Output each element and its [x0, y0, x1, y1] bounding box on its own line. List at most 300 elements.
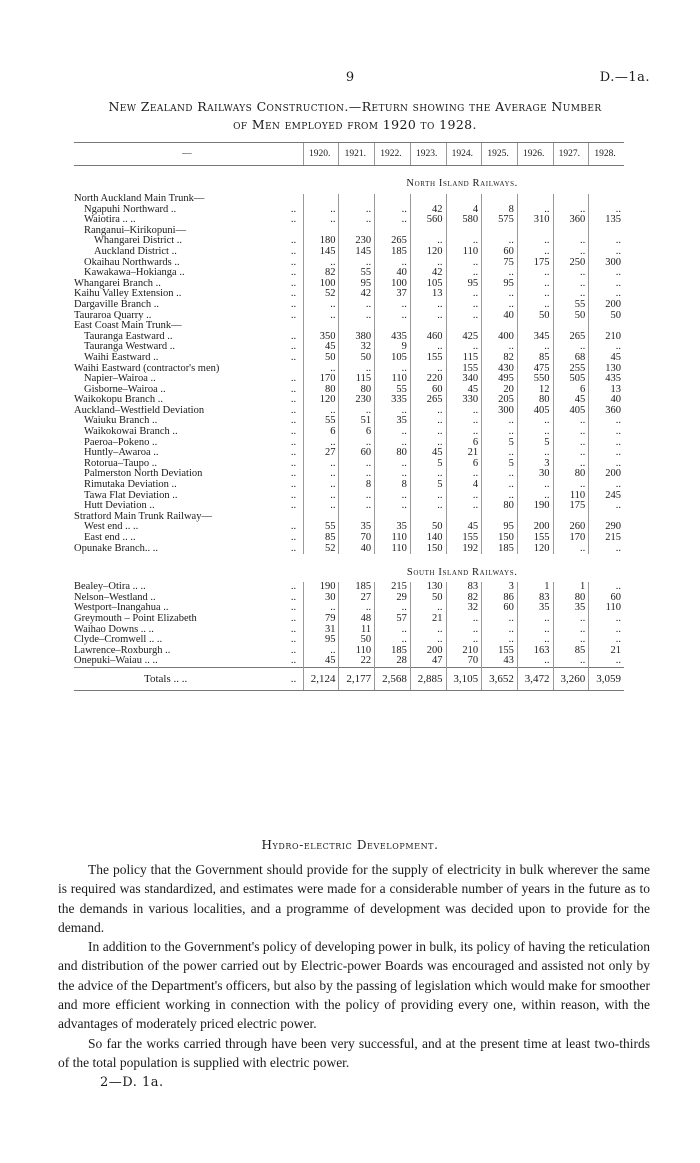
total-cell: 3,260 — [553, 667, 589, 690]
value-cell: .. — [446, 311, 482, 322]
south-island-heading: South Island Railways. — [406, 566, 518, 578]
value-cell: .. — [553, 289, 589, 300]
row-label: Tauraroa Quarry .. — [74, 310, 152, 321]
row-label: Waiuku Branch .. — [84, 416, 158, 427]
value-cell: 210 — [446, 646, 482, 657]
value-cell: 250 — [553, 258, 589, 269]
leader-dots: .. — [290, 612, 297, 624]
section-heading-row — [74, 554, 624, 582]
north-island-section — [74, 166, 624, 555]
total-cell: 2,885 — [410, 667, 446, 690]
value-cell: .. — [517, 268, 553, 279]
value-cell: 120 — [410, 247, 446, 258]
value-cell: .. — [482, 289, 518, 300]
value-cell: 345 — [517, 332, 553, 343]
value-cell — [446, 194, 482, 205]
value-cell: 110 — [375, 544, 411, 555]
year-header: 1921. — [339, 143, 375, 166]
value-cell: 45 — [446, 385, 482, 396]
year-header: 1926. — [517, 143, 553, 166]
value-cell: .. — [482, 300, 518, 311]
value-cell: .. — [589, 342, 624, 353]
row-label: Whangarei Branch .. — [74, 278, 161, 289]
value-cell: .. — [517, 635, 553, 646]
value-cell: .. — [517, 289, 553, 300]
table-row — [74, 614, 624, 625]
value-cell: 22 — [339, 656, 375, 667]
value-cell: 82 — [303, 268, 339, 279]
value-cell: 8 — [375, 480, 411, 491]
row-label: Waiotira .. .. — [84, 215, 136, 226]
value-cell: .. — [410, 625, 446, 636]
value-cell: 120 — [303, 395, 339, 406]
value-cell: 155 — [446, 364, 482, 375]
value-cell: .. — [589, 501, 624, 512]
value-cell: 80 — [553, 593, 589, 604]
value-cell: 70 — [446, 656, 482, 667]
value-cell: .. — [446, 258, 482, 269]
value-cell: 82 — [482, 353, 518, 364]
value-cell: 435 — [375, 332, 411, 343]
value-cell: 475 — [517, 364, 553, 375]
value-cell: .. — [482, 614, 518, 625]
value-cell: 130 — [410, 582, 446, 593]
totals-label: Totals .. .. — [74, 667, 287, 690]
paragraph: In addition to the Government's policy of developing power in bulk, its policy of having the reticulation and distribution of the power carried out by Electric-power Boards was encouraged and assisted not only by the advice of the Department's officers, but also by the passing of legislation which would make for smoother and more efficient working in connection with the policy of providing every one, within reason, with the advantages of moderately priced electric power. — [58, 939, 650, 1032]
value-cell: 13 — [589, 385, 624, 396]
leader-dots: .. — [290, 383, 297, 395]
value-cell: 4 — [446, 205, 482, 216]
value-cell: 48 — [339, 614, 375, 625]
value-cell: 200 — [517, 522, 553, 533]
row-label: Nelson–Westland .. — [74, 592, 156, 603]
table-row — [74, 469, 624, 480]
value-cell: .. — [339, 205, 375, 216]
leader-dots: .. — [290, 267, 297, 279]
value-cell: 55 — [375, 385, 411, 396]
value-cell: 45 — [410, 448, 446, 459]
value-cell: 3 — [482, 582, 518, 593]
table-row — [74, 279, 624, 290]
total-cell: 3,652 — [482, 667, 518, 690]
value-cell: 215 — [375, 582, 411, 593]
value-cell: 31 — [303, 625, 339, 636]
row-label: Rimutaka Deviation .. — [84, 480, 177, 491]
row-label: Stratford Main Trunk Railway— — [74, 511, 212, 522]
leader-dots: .. — [290, 634, 297, 646]
value-cell: 21 — [446, 448, 482, 459]
value-cell: .. — [589, 427, 624, 438]
row-label: Westport–Inangahua .. — [74, 603, 169, 614]
value-cell: .. — [375, 311, 411, 322]
value-cell: 60 — [410, 385, 446, 396]
table-row — [74, 289, 624, 300]
value-cell: .. — [517, 614, 553, 625]
value-cell: 230 — [339, 236, 375, 247]
value-cell: 27 — [339, 593, 375, 604]
leader-dots: .. — [290, 489, 297, 501]
value-cell: .. — [375, 438, 411, 449]
value-cell: 52 — [303, 289, 339, 300]
value-cell: .. — [517, 625, 553, 636]
value-cell: 150 — [410, 544, 446, 555]
row-label: Clyde–Cromwell .. .. — [74, 635, 163, 646]
value-cell: 110 — [446, 247, 482, 258]
value-cell: 20 — [482, 385, 518, 396]
leader-dots: .. — [290, 235, 297, 247]
value-cell: 140 — [410, 533, 446, 544]
leader-dots: .. — [290, 394, 297, 406]
value-cell: 190 — [303, 582, 339, 593]
leader-dots: .. — [290, 309, 297, 321]
value-cell: .. — [303, 364, 339, 375]
value-cell: 70 — [339, 533, 375, 544]
leader-dots: .. — [290, 468, 297, 480]
value-cell: 350 — [303, 332, 339, 343]
value-cell: .. — [589, 625, 624, 636]
value-cell: 5 — [482, 438, 518, 449]
leader-dots: .. — [290, 330, 297, 342]
value-cell — [410, 194, 446, 205]
value-cell: 50 — [553, 311, 589, 322]
value-cell: 220 — [410, 374, 446, 385]
leader-dots: .. — [287, 667, 303, 690]
value-cell: .. — [446, 342, 482, 353]
table-row — [74, 268, 624, 279]
value-cell: 185 — [375, 646, 411, 657]
totals-row — [74, 667, 624, 690]
leader-dots: .. — [290, 436, 297, 448]
row-label: East end .. .. — [84, 533, 136, 543]
leader-dots: .. — [290, 214, 297, 226]
value-cell: 51 — [339, 416, 375, 427]
north-island-heading: North Island Railways. — [406, 178, 518, 190]
value-cell: 200 — [410, 646, 446, 657]
value-cell: 110 — [339, 646, 375, 657]
year-header: 1923. — [410, 143, 446, 166]
value-cell: 265 — [553, 332, 589, 343]
value-cell: .. — [482, 427, 518, 438]
value-cell: 30 — [303, 593, 339, 604]
value-cell: 82 — [446, 593, 482, 604]
value-cell: .. — [482, 416, 518, 427]
table-row — [74, 406, 624, 417]
leader-dots: .. — [290, 623, 297, 635]
value-cell: .. — [303, 215, 339, 226]
value-cell: .. — [446, 501, 482, 512]
value-cell: 85 — [303, 533, 339, 544]
year-header: 1922. — [375, 143, 411, 166]
value-cell: 6 — [446, 459, 482, 470]
value-cell: 180 — [303, 236, 339, 247]
value-cell: 40 — [482, 311, 518, 322]
value-cell — [482, 194, 518, 205]
value-cell: .. — [375, 427, 411, 438]
total-cell: 3,472 — [517, 667, 553, 690]
value-cell: .. — [339, 603, 375, 614]
value-cell: 50 — [410, 522, 446, 533]
row-label: Kawakawa–Hokianga .. — [84, 268, 185, 279]
value-cell — [589, 194, 624, 205]
value-cell: .. — [482, 491, 518, 502]
value-cell: 40 — [375, 268, 411, 279]
value-cell: .. — [375, 469, 411, 480]
value-cell: 79 — [303, 614, 339, 625]
value-cell: .. — [410, 300, 446, 311]
value-cell: .. — [589, 582, 624, 593]
value-cell: .. — [303, 491, 339, 502]
value-cell: 115 — [446, 353, 482, 364]
value-cell: 5 — [410, 480, 446, 491]
table-row — [74, 247, 624, 258]
value-cell: 135 — [589, 215, 624, 226]
value-cell: .. — [410, 438, 446, 449]
value-cell: 200 — [589, 300, 624, 311]
total-cell: 2,124 — [303, 667, 339, 690]
value-cell: .. — [303, 469, 339, 480]
value-cell: .. — [482, 342, 518, 353]
value-cell: .. — [303, 205, 339, 216]
value-cell: 80 — [517, 395, 553, 406]
value-cell: .. — [446, 625, 482, 636]
value-cell: .. — [303, 300, 339, 311]
year-header: 1927. — [553, 143, 589, 166]
leader-dots: .. — [290, 655, 297, 667]
row-label: Napier–Wairoa .. — [84, 374, 156, 385]
value-cell: 85 — [517, 353, 553, 364]
value-cell — [553, 194, 589, 205]
value-cell: .. — [303, 311, 339, 322]
year-header: 1925. — [482, 143, 518, 166]
value-cell: 210 — [589, 332, 624, 343]
value-cell: 32 — [446, 603, 482, 614]
value-cell: .. — [303, 480, 339, 491]
value-cell: 185 — [482, 544, 518, 555]
value-cell: .. — [446, 469, 482, 480]
row-label: Tauranga Eastward .. — [84, 331, 173, 342]
value-cell: .. — [375, 635, 411, 646]
value-cell: .. — [517, 236, 553, 247]
leader-dots — [287, 194, 303, 205]
leader-dots: .. — [290, 602, 297, 614]
table-row — [74, 236, 624, 247]
value-cell: 40 — [589, 395, 624, 406]
row-label: Waikokowai Branch .. — [84, 427, 178, 438]
value-cell: .. — [446, 614, 482, 625]
paragraph: So far the works carried through have been very successful, and at the present time at least two-thirds of the total population is supplied with electric power. — [58, 1035, 650, 1070]
row-label: Huntly–Awaroa .. — [84, 448, 159, 459]
value-cell: 55 — [339, 268, 375, 279]
header-dash: — — [74, 143, 303, 166]
table-row — [74, 416, 624, 427]
value-cell: 6 — [446, 438, 482, 449]
leader-dots: .. — [290, 256, 297, 268]
value-cell: 95 — [446, 279, 482, 290]
value-cell: 80 — [303, 385, 339, 396]
value-cell: .. — [303, 459, 339, 470]
row-label: Lawrence–Roxburgh .. — [74, 645, 171, 656]
value-cell: .. — [303, 406, 339, 417]
table-row — [74, 448, 624, 459]
value-cell: 265 — [410, 395, 446, 406]
value-cell: 55 — [553, 300, 589, 311]
value-cell: 29 — [375, 593, 411, 604]
table-row — [74, 480, 624, 491]
paragraph: The policy that the Government should provide for the supply of electricity in bulk wherever the same is required was standardized, and estimates were made for a considerable number of years in the future as to the demands in various localities, and a programme of development was decided upon to provide for the demand. — [58, 862, 650, 935]
value-cell: .. — [410, 311, 446, 322]
value-cell: .. — [410, 427, 446, 438]
value-cell: .. — [303, 646, 339, 657]
value-cell: 50 — [410, 593, 446, 604]
value-cell: 575 — [482, 215, 518, 226]
table-row — [74, 226, 624, 237]
value-cell: 175 — [517, 258, 553, 269]
leader-dots: .. — [290, 415, 297, 427]
row-label: Whangarei District .. — [94, 236, 183, 247]
row-label: Ngapuhi Northward .. — [84, 204, 177, 215]
value-cell: 35 — [517, 603, 553, 614]
value-cell: 105 — [375, 353, 411, 364]
value-cell: .. — [517, 247, 553, 258]
value-cell: 95 — [482, 522, 518, 533]
row-label: Dargaville Branch .. — [74, 299, 159, 310]
table-row — [74, 501, 624, 512]
value-cell: 130 — [589, 364, 624, 375]
row-label: Waihao Downs .. .. — [74, 624, 154, 635]
value-cell: .. — [410, 416, 446, 427]
value-cell: 215 — [589, 533, 624, 544]
value-cell: .. — [410, 501, 446, 512]
value-cell: .. — [339, 438, 375, 449]
value-cell: 230 — [339, 395, 375, 406]
value-cell: 163 — [517, 646, 553, 657]
value-cell: 60 — [589, 593, 624, 604]
value-cell: .. — [517, 416, 553, 427]
value-cell: 290 — [589, 522, 624, 533]
value-cell: .. — [375, 501, 411, 512]
value-cell: 80 — [375, 448, 411, 459]
value-cell: 205 — [482, 395, 518, 406]
value-cell: 21 — [589, 646, 624, 657]
value-cell: 110 — [553, 491, 589, 502]
value-cell: .. — [410, 635, 446, 646]
value-cell: 45 — [303, 342, 339, 353]
value-cell: .. — [553, 247, 589, 258]
leader-dots: .. — [290, 277, 297, 289]
value-cell: 120 — [517, 544, 553, 555]
leader-dots: .. — [290, 341, 297, 353]
value-cell: .. — [517, 480, 553, 491]
value-cell: 435 — [589, 374, 624, 385]
row-label: Kaihu Valley Extension .. — [74, 289, 182, 300]
value-cell: 32 — [339, 342, 375, 353]
value-cell: .. — [589, 656, 624, 667]
table-row — [74, 353, 624, 364]
value-cell: 155 — [410, 353, 446, 364]
hydro-electric-heading: Hydro-electric Development. — [261, 838, 439, 852]
value-cell: .. — [517, 300, 553, 311]
leader-dots: .. — [290, 447, 297, 459]
value-cell: 55 — [303, 522, 339, 533]
value-cell: .. — [446, 416, 482, 427]
value-cell: .. — [410, 258, 446, 269]
value-cell: 145 — [303, 247, 339, 258]
totals-section — [74, 667, 624, 690]
row-label: Waikokopu Branch .. — [74, 395, 163, 406]
value-cell: .. — [375, 625, 411, 636]
value-cell: 50 — [339, 635, 375, 646]
value-cell: 80 — [553, 469, 589, 480]
value-cell: 42 — [339, 289, 375, 300]
value-cell: .. — [339, 406, 375, 417]
value-cell: .. — [303, 438, 339, 449]
value-cell: 86 — [482, 593, 518, 604]
value-cell: .. — [553, 448, 589, 459]
value-cell: 30 — [517, 469, 553, 480]
value-cell: .. — [339, 469, 375, 480]
return-title — [60, 98, 650, 134]
value-cell: 155 — [482, 646, 518, 657]
title-line-2: of Men employed from 1920 to 1928. — [233, 117, 477, 132]
value-cell: .. — [553, 205, 589, 216]
value-cell: 80 — [339, 385, 375, 396]
value-cell: 83 — [446, 582, 482, 593]
value-cell: .. — [375, 300, 411, 311]
value-cell: 45 — [589, 353, 624, 364]
value-cell: .. — [339, 215, 375, 226]
value-cell: .. — [517, 342, 553, 353]
value-cell: 300 — [589, 258, 624, 269]
value-cell: 40 — [339, 544, 375, 555]
value-cell: 192 — [446, 544, 482, 555]
value-cell: 85 — [553, 646, 589, 657]
value-cell: 95 — [303, 635, 339, 646]
row-label: Tauranga Westward .. — [84, 342, 175, 353]
value-cell: 100 — [303, 279, 339, 290]
value-cell: .. — [589, 544, 624, 555]
leader-dots: .. — [290, 426, 297, 438]
value-cell: .. — [553, 279, 589, 290]
value-cell: 21 — [410, 614, 446, 625]
leader-dots: .. — [290, 245, 297, 257]
value-cell: .. — [517, 279, 553, 290]
leader-dots: .. — [290, 373, 297, 385]
value-cell: 95 — [339, 279, 375, 290]
table-row — [74, 427, 624, 438]
value-cell: 13 — [410, 289, 446, 300]
value-cell: .. — [553, 656, 589, 667]
table-row — [74, 300, 624, 311]
value-cell: 50 — [339, 353, 375, 364]
row-label: Ranganui–Kirikopuni— — [84, 225, 187, 236]
year-header-row — [74, 143, 624, 166]
value-cell: 52 — [303, 544, 339, 555]
row-label: Auckland–Westfield Deviation — [74, 405, 205, 416]
value-cell: 45 — [446, 522, 482, 533]
row-label: West end .. .. — [84, 522, 139, 533]
leader-dots: .. — [290, 288, 297, 300]
value-cell: 110 — [375, 374, 411, 385]
value-cell: .. — [553, 438, 589, 449]
value-cell: .. — [553, 427, 589, 438]
value-cell: .. — [339, 459, 375, 470]
value-cell: 80 — [482, 501, 518, 512]
value-cell: .. — [589, 268, 624, 279]
hydro-electric-text — [58, 860, 650, 1072]
leader-dots: .. — [290, 479, 297, 491]
value-cell: 110 — [589, 603, 624, 614]
value-cell: 42 — [410, 205, 446, 216]
